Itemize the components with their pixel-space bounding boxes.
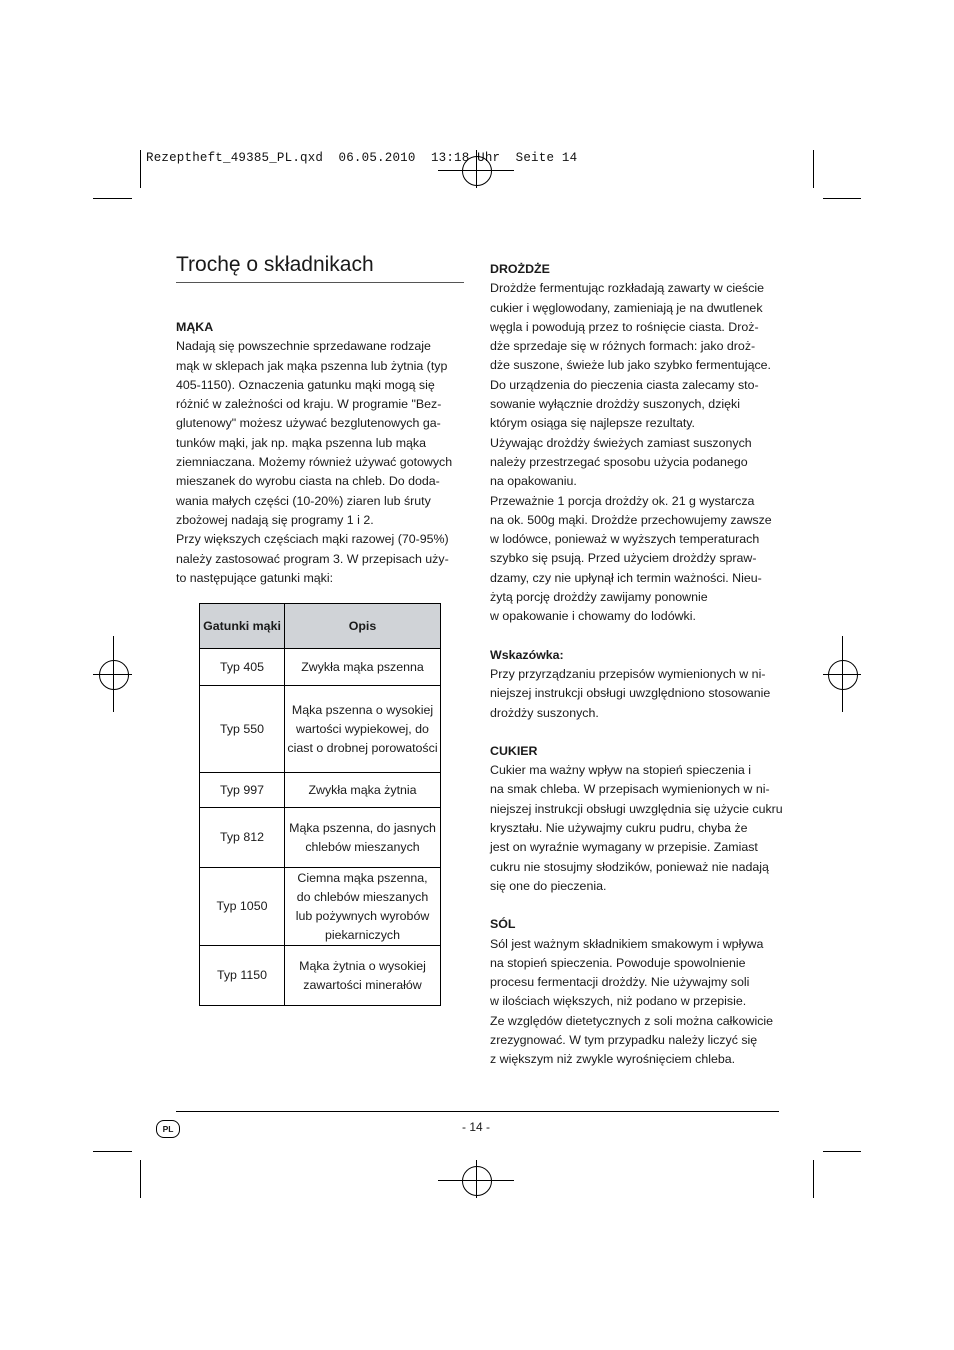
section-heading-cukier: CUKIER [490,743,538,758]
crop-mark [813,1160,814,1198]
table-row [200,686,441,773]
crop-mark [140,1160,141,1198]
section-heading-sol: SÓL [490,917,516,932]
right-column [490,260,782,1070]
paragraph: Sól jest ważnym składnikiem smakowym i wpływa na stopień spieczenia. Powoduje spowolnienie procesu fermentacji drożdży. Nie używajmy soli w ilościach większych, niż podano w przepisie. Ze względów dietetycznych z soli można całkowicie zrezygnować. W tym przypadku należy liczyć się z większym niż zwykle wyrośnięciem chleba. [490,936,774,1067]
table-cell: Mąka żytnia o wysokiej zawartości minerałów [285,946,441,1006]
section-heading-wskazowka: Wskazówka: [490,647,564,662]
section-heading-maka: MĄKA [176,320,214,334]
table-row [200,808,441,868]
crop-mark [140,150,141,188]
table-cell: Zwykła mąka pszenna [285,649,441,686]
title-underline [176,282,464,283]
table-cell: Ciemna mąka pszenna, do chlebów mieszanych lub pożywnych wyrobów piekarniczych [285,868,441,946]
table-cell: Typ 997 [200,773,285,808]
section-wskazowka [490,646,782,723]
table-row [200,868,441,946]
paragraph: Przy przyrządzaniu przepisów wymienionych w ni- niejszej instrukcji obsługi uwzględniono stosowanie drożdży suszonych. [490,666,771,720]
table-cell: Zwykła mąka żytnia [285,773,441,808]
page-number: - 14 - [462,1120,491,1134]
footer-rule [176,1111,779,1112]
table-row [200,773,441,808]
print-slug: Rezeptheft_49385_PL.qxd 06.05.2010 13:18 Uhr Seite 14 [146,151,578,165]
flour-types-table [199,603,441,1006]
paragraph: Nadają się powszechnie sprzedawane rodzaje mąk w sklepach jak mąka pszenna lub żytnia (typ 405-1150). Oznaczenia gatunku mąki mogą się różnić w zależności od kraju. W programie "Bez- glutenowy" możesz używać bezglutenowych ga- tunków mąki, jak np. mąka pszenna lub mąka ziemniaczana. Możemy również używać gotowych mieszanek do wyrobu ciasta na chleb. Do doda- wania małych części (10-20%) ziaren lub śruty zbożowej nadają się programy 1 i 2. [176,339,453,527]
table-header-cell: Gatunki mąki [200,604,285,649]
table-cell: Typ 1150 [200,946,285,1006]
page-title: Trochę o składnikach [176,253,374,276]
table-header-row [200,604,441,649]
table-cell: Typ 812 [200,808,285,868]
table-cell: Typ 1050 [200,868,285,946]
paragraph: Cukier ma ważny wpływ na stopień spieczenia i na smak chleba. W przepisach wymienionych w ni- niejszej instrukcji obsługi uwzględnia się użycie cukru kryształu. Nie używajmy cukru pudru, chyba że jest on wyraźnie wymagany w przepisie. Zamiast cukru nie stosujmy słodzików, ponieważ nie nadają się one do pieczenia. [490,763,783,893]
section-heading-drozdze: DROŻDŻE [490,262,550,276]
table-cell: Mąka pszenna o wysokiej wartości wypiekowej, do ciast o drobnej porowatości [285,686,441,773]
paragraph: Drożdże fermentując rozkładają zawarty w cieście cukier i węglowodany, zamieniają je na dwutlenek węgla i powodują przez to rośnięcie ciasta. Droż- dże sprzedaje się w różnych formach: jako droż- dże suszone, świeże lub jako szybko fermentujące. Do urządzenia do pieczenia ciasta zalecamy sto- sowanie wyłącznie drożdży suszonych, dzięki którym osiąga się najlepsze rezultaty. [490,281,771,431]
section-cukier [490,742,782,896]
table-cell: Typ 405 [200,649,285,686]
table-cell: Mąka pszenna, do jasnych chlebów mieszanych [285,808,441,868]
section-maka [176,318,464,588]
paragraph: Przeważnie 1 porcja drożdży ok. 21 g wystarcza na ok. 500g mąki. Drożdże przechowujemy zawsze w lodówce, ponieważ w wyższych temperaturach szybko się psują. Przed użyciem drożdży spraw- dzamy, czy nie upłynął ich termin ważności. Nieu- żytą porcję drożdży zawijamy ponownie w opakowanie i chowamy do lodówki. [490,493,772,624]
paragraph: Przy większych częściach mąki razowej (70-95%) należy zastosować program 3. W przepisach uży- to następujące gatunki mąki: [176,532,449,585]
crop-mark [813,150,814,188]
table-row [200,946,441,1006]
table-header-cell: Opis [285,604,441,649]
crop-mark [823,198,861,199]
crop-mark [93,1151,132,1152]
language-badge: PL [156,1120,180,1138]
paragraph: Używając drożdży świeżych zamiast suszonych należy przestrzegać sposobu użycia podanego na opakowaniu. [490,435,752,489]
table-row [200,649,441,686]
crop-mark [823,1151,861,1152]
section-sol [490,915,782,1069]
section-drozdze [490,260,782,627]
table-cell: Typ 550 [200,686,285,773]
crop-mark [93,198,132,199]
